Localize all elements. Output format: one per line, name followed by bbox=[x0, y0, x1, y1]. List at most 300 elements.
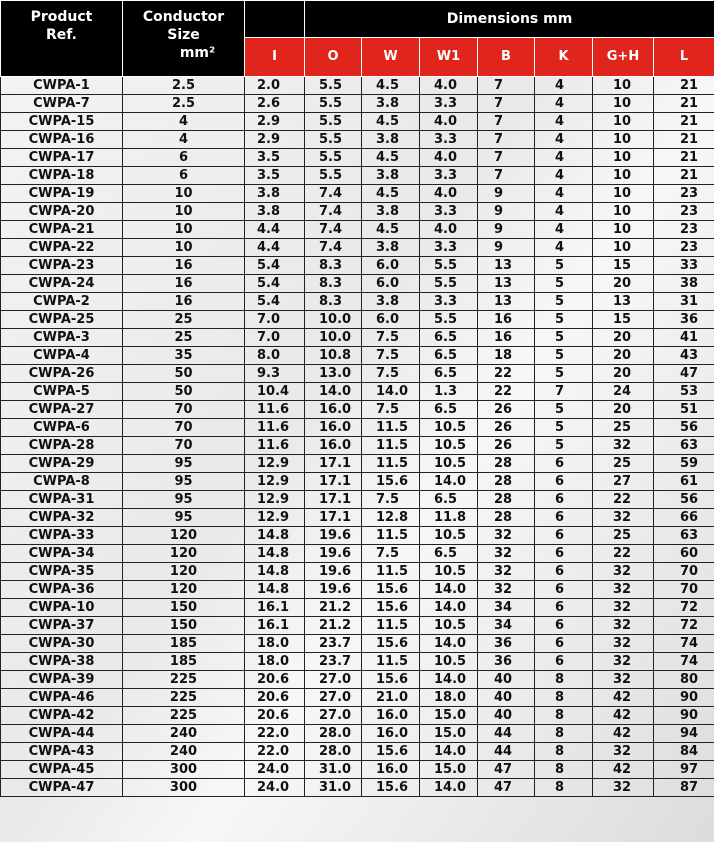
cell-dim-gh: 32 bbox=[593, 599, 654, 617]
cell-dim-w1: 3.3 bbox=[420, 293, 478, 311]
cell-product-ref: CWPA-38 bbox=[1, 653, 123, 671]
cell-dim-gh: 22 bbox=[593, 491, 654, 509]
cell-conductor-size: 150 bbox=[123, 617, 245, 635]
cell-dim-o: 28.0 bbox=[305, 743, 362, 761]
cell-dim-k: 8 bbox=[535, 779, 593, 797]
cell-dim-l: 23 bbox=[654, 185, 714, 203]
cell-dim-w: 11.5 bbox=[362, 419, 420, 437]
cell-dim-i: 18.0 bbox=[245, 635, 305, 653]
cell-dim-b: 9 bbox=[478, 221, 535, 239]
cell-dim-b: 9 bbox=[478, 203, 535, 221]
cell-product-ref: CWPA-20 bbox=[1, 203, 123, 221]
cell-dim-w1: 3.3 bbox=[420, 239, 478, 257]
cell-dim-k: 4 bbox=[535, 167, 593, 185]
cell-dim-b: 36 bbox=[478, 653, 535, 671]
table-row bbox=[1, 545, 714, 563]
table-row bbox=[1, 149, 714, 167]
cell-dim-w: 4.5 bbox=[362, 77, 420, 95]
cell-dim-w1: 10.5 bbox=[420, 419, 478, 437]
cell-dim-i: 14.8 bbox=[245, 581, 305, 599]
cell-dim-b: 44 bbox=[478, 743, 535, 761]
cell-conductor-size: 120 bbox=[123, 563, 245, 581]
cell-dim-w1: 6.5 bbox=[420, 545, 478, 563]
cell-dim-k: 6 bbox=[535, 617, 593, 635]
cell-conductor-size: 95 bbox=[123, 473, 245, 491]
cell-dim-o: 21.2 bbox=[305, 617, 362, 635]
cell-dim-l: 61 bbox=[654, 473, 714, 491]
cell-dim-i: 24.0 bbox=[245, 761, 305, 779]
cell-dim-k: 6 bbox=[535, 509, 593, 527]
cell-dim-w: 15.6 bbox=[362, 581, 420, 599]
cell-dim-w: 14.0 bbox=[362, 383, 420, 401]
cell-conductor-size: 70 bbox=[123, 419, 245, 437]
cell-dim-i: 20.6 bbox=[245, 671, 305, 689]
cell-conductor-size: 70 bbox=[123, 437, 245, 455]
cell-product-ref: CWPA-25 bbox=[1, 311, 123, 329]
cell-dim-b: 32 bbox=[478, 581, 535, 599]
cell-dim-o: 8.3 bbox=[305, 293, 362, 311]
cell-dim-k: 5 bbox=[535, 437, 593, 455]
cell-dim-i: 4.4 bbox=[245, 221, 305, 239]
cell-dim-gh: 15 bbox=[593, 257, 654, 275]
cell-dim-b: 13 bbox=[478, 275, 535, 293]
cell-dim-l: 74 bbox=[654, 635, 714, 653]
cell-dim-i: 11.6 bbox=[245, 419, 305, 437]
cell-dim-l: 70 bbox=[654, 563, 714, 581]
cell-dim-gh: 10 bbox=[593, 185, 654, 203]
cell-dim-b: 28 bbox=[478, 491, 535, 509]
cell-dim-gh: 32 bbox=[593, 563, 654, 581]
cell-dim-k: 5 bbox=[535, 329, 593, 347]
cell-dim-w1: 10.5 bbox=[420, 563, 478, 581]
cell-dim-l: 80 bbox=[654, 671, 714, 689]
cell-dim-k: 6 bbox=[535, 455, 593, 473]
cell-dim-gh: 10 bbox=[593, 113, 654, 131]
cell-dim-k: 8 bbox=[535, 689, 593, 707]
cell-dim-o: 16.0 bbox=[305, 437, 362, 455]
header-dimension-k: K bbox=[535, 38, 593, 77]
cell-dim-gh: 32 bbox=[593, 743, 654, 761]
cell-dim-o: 21.2 bbox=[305, 599, 362, 617]
cell-dim-gh: 10 bbox=[593, 239, 654, 257]
cell-dim-i: 5.4 bbox=[245, 275, 305, 293]
cell-conductor-size: 95 bbox=[123, 509, 245, 527]
table-row bbox=[1, 527, 714, 545]
table-row bbox=[1, 383, 714, 401]
cell-dim-k: 8 bbox=[535, 725, 593, 743]
cell-dim-l: 63 bbox=[654, 527, 714, 545]
cell-dim-b: 22 bbox=[478, 365, 535, 383]
cell-dim-k: 8 bbox=[535, 707, 593, 725]
cell-dim-l: 53 bbox=[654, 383, 714, 401]
cell-dim-w1: 5.5 bbox=[420, 311, 478, 329]
cell-dim-l: 87 bbox=[654, 779, 714, 797]
cell-dim-k: 5 bbox=[535, 257, 593, 275]
cell-product-ref: CWPA-3 bbox=[1, 329, 123, 347]
cell-dim-gh: 20 bbox=[593, 401, 654, 419]
cell-dim-i: 18.0 bbox=[245, 653, 305, 671]
cell-dim-w: 11.5 bbox=[362, 455, 420, 473]
cell-dim-l: 23 bbox=[654, 239, 714, 257]
cell-product-ref: CWPA-4 bbox=[1, 347, 123, 365]
cell-dim-i: 20.6 bbox=[245, 689, 305, 707]
table-row bbox=[1, 77, 714, 95]
cell-dim-o: 7.4 bbox=[305, 239, 362, 257]
cell-dim-k: 6 bbox=[535, 473, 593, 491]
table-row bbox=[1, 437, 714, 455]
cell-conductor-size: 240 bbox=[123, 725, 245, 743]
cell-dim-w: 4.5 bbox=[362, 113, 420, 131]
cell-dim-o: 19.6 bbox=[305, 563, 362, 581]
cell-dim-w1: 5.5 bbox=[420, 275, 478, 293]
cell-dim-gh: 32 bbox=[593, 509, 654, 527]
cell-conductor-size: 16 bbox=[123, 275, 245, 293]
cell-dim-i: 2.6 bbox=[245, 95, 305, 113]
cell-dim-i: 9.3 bbox=[245, 365, 305, 383]
cell-dim-k: 6 bbox=[535, 635, 593, 653]
cell-dim-k: 6 bbox=[535, 563, 593, 581]
cell-conductor-size: 225 bbox=[123, 671, 245, 689]
cell-dim-w1: 6.5 bbox=[420, 401, 478, 419]
cell-dim-o: 17.1 bbox=[305, 509, 362, 527]
cell-dim-i: 11.6 bbox=[245, 401, 305, 419]
cell-conductor-size: 6 bbox=[123, 167, 245, 185]
cell-conductor-size: 225 bbox=[123, 689, 245, 707]
cell-dim-o: 28.0 bbox=[305, 725, 362, 743]
cell-dim-k: 5 bbox=[535, 401, 593, 419]
cell-dim-b: 40 bbox=[478, 689, 535, 707]
cell-dim-l: 33 bbox=[654, 257, 714, 275]
cell-conductor-size: 16 bbox=[123, 257, 245, 275]
cell-dim-gh: 32 bbox=[593, 671, 654, 689]
table-row bbox=[1, 329, 714, 347]
cell-dim-b: 36 bbox=[478, 635, 535, 653]
cell-dim-k: 5 bbox=[535, 275, 593, 293]
cell-dim-l: 56 bbox=[654, 491, 714, 509]
cell-dim-l: 36 bbox=[654, 311, 714, 329]
cell-dim-b: 26 bbox=[478, 437, 535, 455]
cell-dim-gh: 20 bbox=[593, 329, 654, 347]
cell-dim-w: 21.0 bbox=[362, 689, 420, 707]
header-dimensions-title: Dimensions mm bbox=[305, 1, 714, 38]
cell-dim-i: 12.9 bbox=[245, 455, 305, 473]
cell-dim-gh: 10 bbox=[593, 95, 654, 113]
cell-dim-w: 11.5 bbox=[362, 617, 420, 635]
cell-dim-k: 6 bbox=[535, 527, 593, 545]
cell-product-ref: CWPA-43 bbox=[1, 743, 123, 761]
cell-dim-w1: 14.0 bbox=[420, 635, 478, 653]
cell-dim-gh: 10 bbox=[593, 167, 654, 185]
cell-dim-i: 3.8 bbox=[245, 203, 305, 221]
cell-dim-w: 7.5 bbox=[362, 545, 420, 563]
cell-dim-b: 32 bbox=[478, 563, 535, 581]
header-conductor-unit: mm² bbox=[179, 45, 216, 61]
cell-dim-k: 4 bbox=[535, 149, 593, 167]
table-row bbox=[1, 581, 714, 599]
cell-dim-w: 7.5 bbox=[362, 365, 420, 383]
cell-dim-l: 21 bbox=[654, 113, 714, 131]
cell-dim-k: 4 bbox=[535, 221, 593, 239]
cell-dim-k: 4 bbox=[535, 95, 593, 113]
cell-dim-o: 5.5 bbox=[305, 167, 362, 185]
header-dimension-o: O bbox=[305, 38, 362, 77]
cell-dim-b: 9 bbox=[478, 239, 535, 257]
cell-dim-o: 10.0 bbox=[305, 311, 362, 329]
cell-dim-l: 41 bbox=[654, 329, 714, 347]
cell-dim-o: 8.3 bbox=[305, 275, 362, 293]
cell-dim-o: 19.6 bbox=[305, 527, 362, 545]
cell-conductor-size: 120 bbox=[123, 581, 245, 599]
cell-dim-w: 7.5 bbox=[362, 401, 420, 419]
cell-product-ref: CWPA-19 bbox=[1, 185, 123, 203]
header-conductor-size-line2: Size bbox=[167, 27, 200, 43]
cell-dim-i: 2.9 bbox=[245, 113, 305, 131]
cell-conductor-size: 185 bbox=[123, 635, 245, 653]
cell-conductor-size: 95 bbox=[123, 491, 245, 509]
cell-dim-b: 7 bbox=[478, 77, 535, 95]
cell-product-ref: CWPA-44 bbox=[1, 725, 123, 743]
cell-dim-k: 4 bbox=[535, 113, 593, 131]
table-body bbox=[1, 77, 714, 797]
cell-conductor-size: 120 bbox=[123, 527, 245, 545]
cell-dim-w: 3.8 bbox=[362, 293, 420, 311]
cell-dim-k: 5 bbox=[535, 347, 593, 365]
cell-dim-i: 12.9 bbox=[245, 509, 305, 527]
cell-dim-gh: 15 bbox=[593, 311, 654, 329]
cell-conductor-size: 70 bbox=[123, 401, 245, 419]
cell-product-ref: CWPA-35 bbox=[1, 563, 123, 581]
cell-dim-w: 16.0 bbox=[362, 707, 420, 725]
table-row bbox=[1, 761, 714, 779]
header-conductor-size-line1: Conductor bbox=[142, 9, 225, 25]
cell-dim-o: 16.0 bbox=[305, 419, 362, 437]
cell-dim-gh: 32 bbox=[593, 653, 654, 671]
cell-dim-l: 21 bbox=[654, 77, 714, 95]
cell-dim-k: 4 bbox=[535, 203, 593, 221]
cell-dim-i: 2.9 bbox=[245, 131, 305, 149]
cell-dim-b: 34 bbox=[478, 599, 535, 617]
cell-dim-gh: 32 bbox=[593, 437, 654, 455]
cell-dim-b: 40 bbox=[478, 671, 535, 689]
cell-conductor-size: 35 bbox=[123, 347, 245, 365]
cell-dim-l: 47 bbox=[654, 365, 714, 383]
cell-dim-i: 3.5 bbox=[245, 149, 305, 167]
cell-dim-w: 3.8 bbox=[362, 239, 420, 257]
table-row bbox=[1, 293, 714, 311]
cell-product-ref: CWPA-15 bbox=[1, 113, 123, 131]
cell-dim-w: 6.0 bbox=[362, 311, 420, 329]
cell-dim-w1: 4.0 bbox=[420, 77, 478, 95]
cell-dim-gh: 10 bbox=[593, 221, 654, 239]
cell-dim-w1: 14.0 bbox=[420, 671, 478, 689]
table-row bbox=[1, 365, 714, 383]
cell-dim-gh: 25 bbox=[593, 419, 654, 437]
table-row bbox=[1, 221, 714, 239]
cell-dim-w: 7.5 bbox=[362, 347, 420, 365]
header-dimension-w: W bbox=[362, 38, 420, 77]
cell-dim-w1: 10.5 bbox=[420, 437, 478, 455]
cell-dim-b: 18 bbox=[478, 347, 535, 365]
cell-dim-w1: 14.0 bbox=[420, 743, 478, 761]
cell-product-ref: CWPA-32 bbox=[1, 509, 123, 527]
cell-dim-w1: 14.0 bbox=[420, 581, 478, 599]
cell-dim-w1: 5.5 bbox=[420, 257, 478, 275]
table-row bbox=[1, 617, 714, 635]
table-row bbox=[1, 419, 714, 437]
cell-dim-w: 7.5 bbox=[362, 491, 420, 509]
cell-product-ref: CWPA-28 bbox=[1, 437, 123, 455]
cell-product-ref: CWPA-33 bbox=[1, 527, 123, 545]
header-product-ref bbox=[1, 1, 123, 77]
cell-dim-w1: 14.0 bbox=[420, 599, 478, 617]
cell-dim-k: 6 bbox=[535, 581, 593, 599]
cell-dim-k: 5 bbox=[535, 419, 593, 437]
cell-dim-k: 4 bbox=[535, 185, 593, 203]
cell-dim-b: 28 bbox=[478, 455, 535, 473]
cell-dim-w: 7.5 bbox=[362, 329, 420, 347]
cell-product-ref: CWPA-24 bbox=[1, 275, 123, 293]
cell-dim-w1: 15.0 bbox=[420, 707, 478, 725]
cell-product-ref: CWPA-26 bbox=[1, 365, 123, 383]
header-product-ref-line2: Ref. bbox=[46, 27, 77, 43]
cell-dim-w: 11.5 bbox=[362, 563, 420, 581]
cell-dim-w1: 6.5 bbox=[420, 347, 478, 365]
cell-dim-i: 10.4 bbox=[245, 383, 305, 401]
cell-product-ref: CWPA-46 bbox=[1, 689, 123, 707]
cell-dim-w1: 4.0 bbox=[420, 221, 478, 239]
cell-dim-l: 21 bbox=[654, 131, 714, 149]
cell-dim-gh: 24 bbox=[593, 383, 654, 401]
cell-product-ref: CWPA-34 bbox=[1, 545, 123, 563]
header-dimension-i: I bbox=[245, 38, 305, 77]
cell-dim-w1: 10.5 bbox=[420, 653, 478, 671]
cell-dim-b: 47 bbox=[478, 779, 535, 797]
cell-dim-k: 4 bbox=[535, 239, 593, 257]
cell-dim-i: 22.0 bbox=[245, 725, 305, 743]
cell-conductor-size: 150 bbox=[123, 599, 245, 617]
cell-dim-w1: 10.5 bbox=[420, 527, 478, 545]
cell-dim-i: 20.6 bbox=[245, 707, 305, 725]
table-row bbox=[1, 203, 714, 221]
cell-dim-w: 11.5 bbox=[362, 437, 420, 455]
cell-dim-k: 8 bbox=[535, 761, 593, 779]
cell-dim-gh: 32 bbox=[593, 779, 654, 797]
cell-dim-l: 94 bbox=[654, 725, 714, 743]
table-row bbox=[1, 239, 714, 257]
cell-product-ref: CWPA-6 bbox=[1, 419, 123, 437]
cell-dim-o: 5.5 bbox=[305, 113, 362, 131]
cell-dim-w: 15.6 bbox=[362, 671, 420, 689]
table-row bbox=[1, 347, 714, 365]
cell-dim-w1: 6.5 bbox=[420, 329, 478, 347]
cell-conductor-size: 2.5 bbox=[123, 77, 245, 95]
cell-dim-k: 4 bbox=[535, 77, 593, 95]
header-conductor-size bbox=[123, 1, 245, 77]
cell-dim-k: 7 bbox=[535, 383, 593, 401]
cell-dim-gh: 32 bbox=[593, 581, 654, 599]
cell-conductor-size: 10 bbox=[123, 185, 245, 203]
cell-dim-b: 26 bbox=[478, 401, 535, 419]
cell-dim-o: 27.0 bbox=[305, 671, 362, 689]
cell-dim-i: 16.1 bbox=[245, 617, 305, 635]
cell-product-ref: CWPA-27 bbox=[1, 401, 123, 419]
cell-dim-w1: 15.0 bbox=[420, 725, 478, 743]
cell-dim-gh: 32 bbox=[593, 617, 654, 635]
cell-dim-o: 5.5 bbox=[305, 95, 362, 113]
cell-dim-l: 60 bbox=[654, 545, 714, 563]
cell-dim-w1: 3.3 bbox=[420, 131, 478, 149]
cell-dim-b: 22 bbox=[478, 383, 535, 401]
cell-product-ref: CWPA-10 bbox=[1, 599, 123, 617]
cell-dim-i: 12.9 bbox=[245, 473, 305, 491]
cell-dim-w: 4.5 bbox=[362, 149, 420, 167]
cell-dim-o: 5.5 bbox=[305, 149, 362, 167]
cell-dim-o: 17.1 bbox=[305, 491, 362, 509]
cell-dim-w: 3.8 bbox=[362, 95, 420, 113]
cell-dim-i: 7.0 bbox=[245, 329, 305, 347]
cell-dim-k: 6 bbox=[535, 491, 593, 509]
cell-dim-o: 19.6 bbox=[305, 581, 362, 599]
cell-dim-gh: 13 bbox=[593, 293, 654, 311]
cell-dim-o: 17.1 bbox=[305, 473, 362, 491]
cell-dim-l: 72 bbox=[654, 599, 714, 617]
cell-dim-gh: 25 bbox=[593, 455, 654, 473]
cell-dim-w1: 6.5 bbox=[420, 491, 478, 509]
cell-dim-o: 31.0 bbox=[305, 761, 362, 779]
cell-dim-i: 5.4 bbox=[245, 293, 305, 311]
table-row bbox=[1, 671, 714, 689]
cell-dim-i: 3.5 bbox=[245, 167, 305, 185]
cell-product-ref: CWPA-1 bbox=[1, 77, 123, 95]
cell-dim-w: 11.5 bbox=[362, 653, 420, 671]
cell-product-ref: CWPA-7 bbox=[1, 95, 123, 113]
cell-product-ref: CWPA-23 bbox=[1, 257, 123, 275]
table-row bbox=[1, 779, 714, 797]
cell-dim-o: 16.0 bbox=[305, 401, 362, 419]
cell-dim-k: 5 bbox=[535, 293, 593, 311]
cell-dim-l: 74 bbox=[654, 653, 714, 671]
cell-dim-l: 66 bbox=[654, 509, 714, 527]
cell-dim-w: 15.6 bbox=[362, 743, 420, 761]
cell-dim-gh: 25 bbox=[593, 527, 654, 545]
table-row bbox=[1, 95, 714, 113]
cell-product-ref: CWPA-18 bbox=[1, 167, 123, 185]
cell-dim-w: 15.6 bbox=[362, 779, 420, 797]
cell-dim-b: 7 bbox=[478, 131, 535, 149]
cell-product-ref: CWPA-16 bbox=[1, 131, 123, 149]
table-row bbox=[1, 509, 714, 527]
cell-conductor-size: 10 bbox=[123, 203, 245, 221]
cell-dim-b: 47 bbox=[478, 761, 535, 779]
cell-dim-w1: 14.0 bbox=[420, 779, 478, 797]
cell-conductor-size: 50 bbox=[123, 365, 245, 383]
cell-dim-o: 7.4 bbox=[305, 185, 362, 203]
cell-dim-w1: 14.0 bbox=[420, 473, 478, 491]
cell-dim-l: 23 bbox=[654, 221, 714, 239]
table-row bbox=[1, 275, 714, 293]
cell-dim-w1: 3.3 bbox=[420, 203, 478, 221]
cell-dim-b: 7 bbox=[478, 95, 535, 113]
cell-dim-gh: 32 bbox=[593, 635, 654, 653]
cell-dim-w1: 3.3 bbox=[420, 167, 478, 185]
cell-dim-gh: 42 bbox=[593, 689, 654, 707]
cell-dim-gh: 10 bbox=[593, 131, 654, 149]
cell-dim-b: 16 bbox=[478, 329, 535, 347]
cell-dim-gh: 20 bbox=[593, 275, 654, 293]
cell-dim-b: 13 bbox=[478, 293, 535, 311]
cell-dim-w1: 6.5 bbox=[420, 365, 478, 383]
cell-dim-gh: 20 bbox=[593, 347, 654, 365]
